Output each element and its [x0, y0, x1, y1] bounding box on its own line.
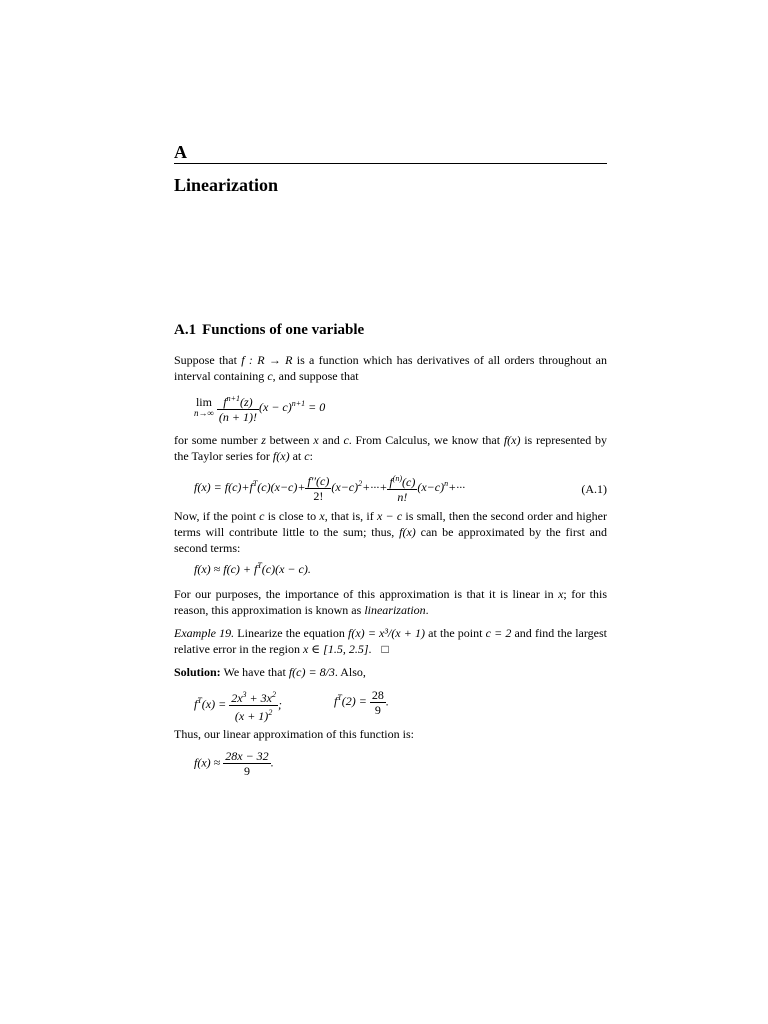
text-run: is small, then the second order and higher terms will contribute little to the sum; thus,	[174, 509, 608, 539]
period: .	[270, 755, 274, 770]
fraction-numerator: $f^{(n)}(c)$	[389, 474, 416, 489]
text-run: We have that	[220, 665, 289, 679]
equation-taylor-series	[194, 472, 607, 504]
text-run: Suppose that	[174, 353, 242, 367]
text-run: is represented by the Taylor series for	[174, 433, 607, 463]
text-run: between	[265, 433, 314, 447]
math-inline: f(x) = x³/(x + 1)	[348, 626, 426, 640]
separator: ;	[277, 697, 282, 712]
paragraph-taylor-intro: for some number z between x and c. From Calculus, we know that f(x) is represented by the Taylor series for f(x) at c:	[174, 433, 607, 463]
solution-label: Solution:	[174, 665, 221, 679]
equation-derivative	[194, 688, 282, 723]
fraction-denominator: 2!	[313, 488, 324, 503]
text-run: is a function which has derivatives of all orders throughout an interval containing	[174, 353, 607, 383]
paragraph-linear-result	[174, 726, 607, 742]
text-run: Now, if the point	[174, 509, 260, 523]
equation-limit	[194, 392, 325, 424]
math-inline: x	[319, 509, 325, 523]
section-number: A.1	[174, 322, 197, 338]
paragraph-solution	[174, 664, 607, 680]
math-inline: c	[267, 369, 273, 383]
chapter-rule	[174, 163, 607, 164]
text-run: For our purposes, the importance of this approximation is that it is linear in	[174, 587, 559, 601]
text-run: ; for this reason, this approximation is known as	[174, 587, 607, 617]
limit-subscript: n→∞	[194, 408, 214, 418]
taylor-head: $f(x) = f(c)+f^T(c)(x-c)+$	[194, 478, 306, 494]
paragraph-intro	[174, 352, 607, 384]
chapter-title: Linearization	[174, 175, 278, 195]
math-inline: z	[261, 433, 266, 447]
equation-number: (A.1)	[581, 482, 607, 496]
final-approx-head: f(x) ≈	[194, 755, 221, 770]
paragraph-linearization	[174, 586, 607, 618]
fraction-numerator: f′′(c)	[307, 473, 330, 488]
fraction-denominator: n!	[397, 490, 408, 504]
taylor-second-term	[305, 474, 331, 503]
fraction-denominator: $(x + 1)^2$	[234, 708, 273, 723]
paragraph-example	[174, 625, 607, 657]
text-run: .	[425, 603, 429, 617]
derivative-head: $f^T(x)$ =	[194, 696, 227, 712]
text-run: at the point	[425, 626, 486, 640]
fraction-denominator: 9	[243, 764, 250, 778]
math-inline: x	[313, 433, 319, 447]
text-run: Thus, our linear approximation of this function is:	[174, 727, 414, 741]
text-run: for some number	[174, 433, 262, 447]
taylor-nth-term	[387, 472, 417, 504]
math-inline: c = 2	[485, 626, 512, 640]
math-inline: c	[259, 509, 265, 523]
math-inline: x	[558, 587, 564, 601]
chapter-letter: A	[174, 142, 187, 162]
taylor-tail: $(x-c)^n+\cdot\cdot\cdot$	[417, 478, 466, 494]
limit-operator	[194, 397, 214, 419]
section-title: Functions of one variable	[202, 322, 365, 338]
fraction-numerator: $2x^3 + 3x^2$	[231, 690, 276, 705]
math-inline: f(x)	[272, 449, 290, 463]
derivative-at-2-head: $f^T(2)$ =	[334, 693, 367, 709]
text-run: and	[318, 433, 344, 447]
fraction-denominator: 9	[374, 703, 381, 717]
math-inline: f(c) = 8/3	[288, 665, 335, 679]
qed-symbol: □	[381, 642, 389, 656]
equation-linear-approx: $f(x) \approx f(c) + f^T(c)(x - c)$.	[194, 561, 311, 576]
derivative-fraction	[229, 688, 278, 723]
math-inline: f : R → R	[241, 353, 293, 367]
math-inline: x − c	[376, 509, 403, 523]
text-run: . Also,	[334, 665, 366, 679]
text-run: and find the largest relative error in the region	[174, 626, 607, 656]
final-approx-fraction	[223, 749, 270, 778]
text-run: .	[368, 642, 372, 656]
fraction-numerator: 28	[371, 688, 384, 702]
fraction-numerator: $f^{n+1}(z)$	[217, 392, 259, 410]
text-run: at	[289, 449, 305, 463]
text-run: , and suppose that	[272, 369, 359, 383]
text-run: . From Calculus, we know that	[348, 433, 504, 447]
fraction-denominator: (n + 1)!	[218, 410, 258, 424]
equation-final-approx	[194, 749, 274, 778]
limit-word: lim	[195, 395, 212, 409]
text-run: Linearize the equation	[234, 626, 349, 640]
math-inline: f(x)	[399, 525, 416, 539]
math-inline: x ∈ [1.5, 2.5]	[302, 642, 369, 656]
example-label: Example 19.	[174, 626, 235, 640]
text-run: is close to	[264, 509, 320, 523]
section-heading	[174, 322, 364, 339]
math-inline: c	[343, 433, 349, 447]
text-run: , that is, if	[324, 509, 377, 523]
text-run: can be approximated by the first and second terms:	[174, 525, 608, 555]
derivative-at-2-fraction	[370, 688, 386, 717]
period: .	[385, 694, 389, 709]
paragraph-approximation	[174, 508, 607, 556]
equation-derivative-at-2	[334, 688, 389, 717]
math-inline: c	[304, 449, 310, 463]
emphasis-term: linearization	[364, 603, 426, 617]
limit-fraction	[217, 392, 259, 424]
math-inline: f(x)	[503, 433, 521, 447]
taylor-mid: $(x-c)^2+\cdot\cdot\cdot+$	[331, 478, 388, 494]
limit-tail: $(x - c)^{n+1} = 0$	[259, 398, 326, 414]
fraction-numerator: 28x − 32	[225, 749, 269, 763]
